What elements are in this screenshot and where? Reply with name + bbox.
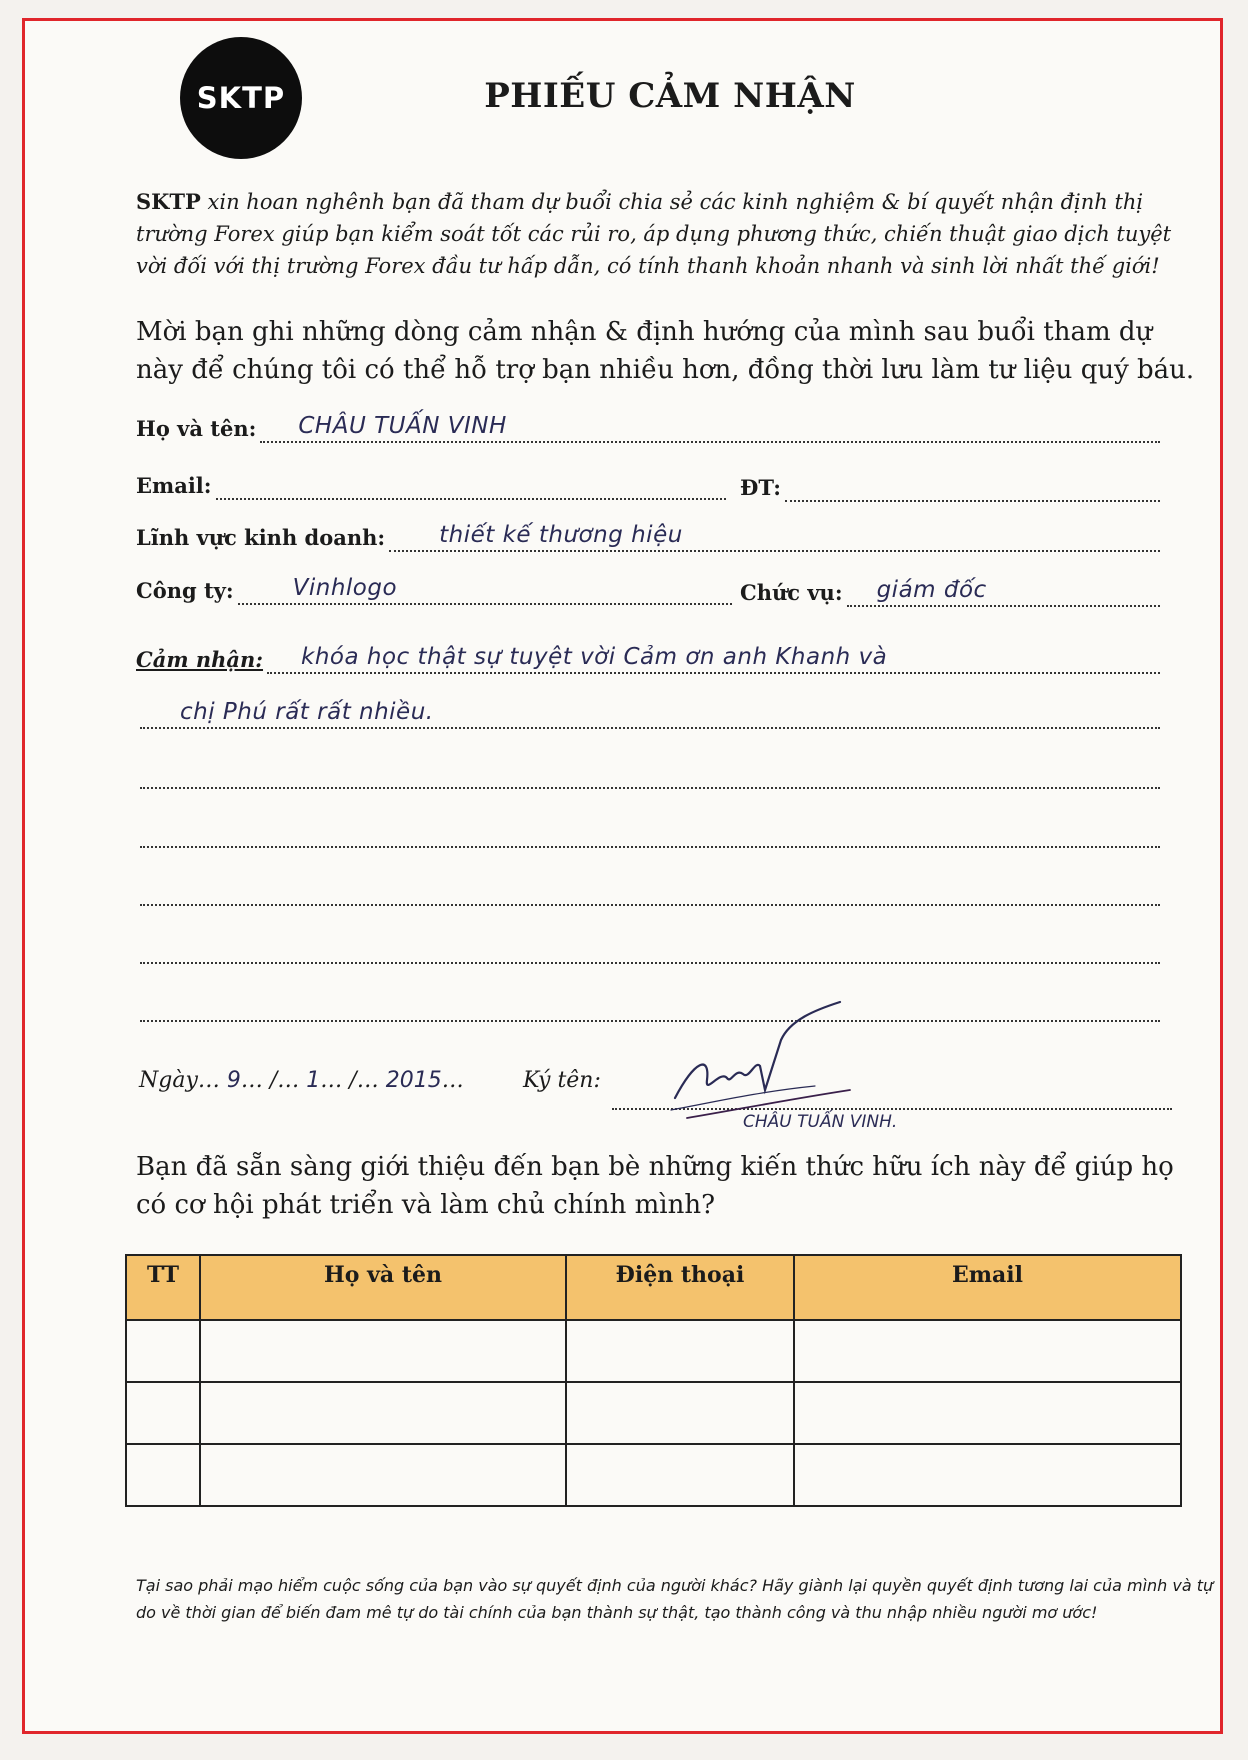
form-title: PHIẾU CẢM NHẬN — [484, 76, 856, 116]
company-field[interactable] — [238, 573, 732, 605]
referral-table — [125, 1254, 1182, 1507]
invitation-text: Mời bạn ghi những dòng cảm nhận & định hướng của mình sau buổi tham dự này để chúng tôi có thể hỗ trợ bạn nhiều hơn, đồng thời lưu làm tư liệu quý báu. — [136, 317, 1195, 385]
feedback-label: Cảm nhận: — [136, 647, 264, 672]
business-field[interactable] — [389, 520, 1160, 552]
cell-name[interactable] — [200, 1320, 566, 1382]
cell-tt[interactable] — [126, 1382, 200, 1444]
date-day[interactable]: 9 — [226, 1068, 241, 1093]
business-label: Lĩnh vực kinh doanh: — [136, 525, 386, 550]
name-row — [136, 409, 1160, 443]
referral-question: Bạn đã sẵn sàng giới thiệu đến bạn bè những kiến thức hữu ích này để giúp họ có cơ hội phát triển và làm chủ chính mình? — [136, 1152, 1174, 1220]
cell-phone[interactable] — [566, 1320, 794, 1382]
intro-brand: SKTP — [136, 189, 201, 214]
company-value: Vinhlogo — [292, 575, 398, 601]
header-email: Email — [794, 1255, 1181, 1320]
business-value: thiết kế thương hiệu — [439, 522, 683, 548]
cell-phone[interactable] — [566, 1382, 794, 1444]
header-tt: TT — [126, 1255, 200, 1320]
feedback-row — [136, 640, 1160, 674]
phone-row — [740, 468, 1160, 502]
phone-field[interactable] — [785, 470, 1160, 502]
table-row — [126, 1382, 1181, 1444]
position-field[interactable] — [847, 575, 1160, 607]
logo-text: SKTP — [196, 81, 286, 115]
cell-name[interactable] — [200, 1444, 566, 1506]
footer-quote: Tại sao phải mạo hiểm cuộc sống của bạn vào sự quyết định của người khác? Hãy giành lại quyền quyết định tương lai của mình và tự do về thời gian để biến đam mê tự do tài chính của bạn thành sự thật, tạo thành công và thu nhập nhiều người mơ ước! — [136, 1576, 1214, 1622]
feedback-blank-line[interactable] — [140, 904, 1160, 906]
sktp-logo — [180, 37, 302, 159]
cell-name[interactable] — [200, 1382, 566, 1444]
header-phone: Điện thoại — [566, 1255, 794, 1320]
email-field[interactable] — [216, 468, 726, 500]
company-row — [136, 571, 732, 605]
name-field[interactable] — [260, 411, 1160, 443]
phone-label: ĐT: — [740, 475, 781, 500]
position-label: Chức vụ: — [740, 580, 843, 605]
name-label: Họ và tên: — [136, 416, 257, 441]
handwritten-signature — [665, 1000, 865, 1120]
feedback-field-line2[interactable] — [140, 697, 1160, 729]
date-year[interactable]: 2015 — [385, 1068, 442, 1093]
feedback-blank-line[interactable] — [140, 962, 1160, 964]
company-label: Công ty: — [136, 578, 234, 603]
table-row — [126, 1320, 1181, 1382]
feedback-value-line1: khóa học thật sự tuyệt vời Cảm ơn anh Khanh và — [301, 644, 888, 670]
date-row: Ngày… 9… /… 1… /… 2015… — [139, 1068, 464, 1093]
date-month[interactable]: 1 — [306, 1068, 321, 1093]
date-label: Ngày — [139, 1068, 198, 1093]
signature-label: Ký tên: — [523, 1068, 601, 1093]
cell-phone[interactable] — [566, 1444, 794, 1506]
email-label: Email: — [136, 473, 212, 498]
cell-tt[interactable] — [126, 1320, 200, 1382]
feedback-field-line1[interactable] — [267, 642, 1160, 674]
feedback-blank-line[interactable] — [140, 787, 1160, 789]
cell-email[interactable] — [794, 1444, 1181, 1506]
cell-tt[interactable] — [126, 1444, 200, 1506]
feedback-blank-line[interactable] — [140, 846, 1160, 848]
feedback-row-2 — [140, 695, 1160, 729]
cell-email[interactable] — [794, 1320, 1181, 1382]
position-row — [740, 573, 1160, 607]
signature-printed-name: CHÂU TUẤN VINH. — [743, 1112, 898, 1132]
position-value: giám đốc — [876, 577, 987, 603]
cell-email[interactable] — [794, 1382, 1181, 1444]
header-name: Họ và tên — [200, 1255, 566, 1320]
table-header-row — [126, 1255, 1181, 1320]
name-value: CHÂU TUẤN VINH — [298, 413, 507, 439]
business-row — [136, 518, 1160, 552]
table-row — [126, 1444, 1181, 1506]
feedback-blank-line[interactable] — [140, 1020, 1160, 1022]
intro-text: xin hoan nghênh bạn đã tham dự buổi chia sẻ các kinh nghiệm & bí quyết nhận định thị trường Forex giúp bạn kiểm soát tốt các rủi ro, áp dụng phương thức, chiến thuật giao dịch tuyệt vời đối với thị trường Forex đầu tư hấp dẫn, có tính thanh khoản nhanh và sinh lời nhất thế giới! — [136, 190, 1172, 278]
intro-paragraph — [136, 186, 1186, 282]
email-row — [136, 466, 726, 500]
feedback-value-line2: chị Phú rất rất nhiều. — [180, 699, 434, 725]
